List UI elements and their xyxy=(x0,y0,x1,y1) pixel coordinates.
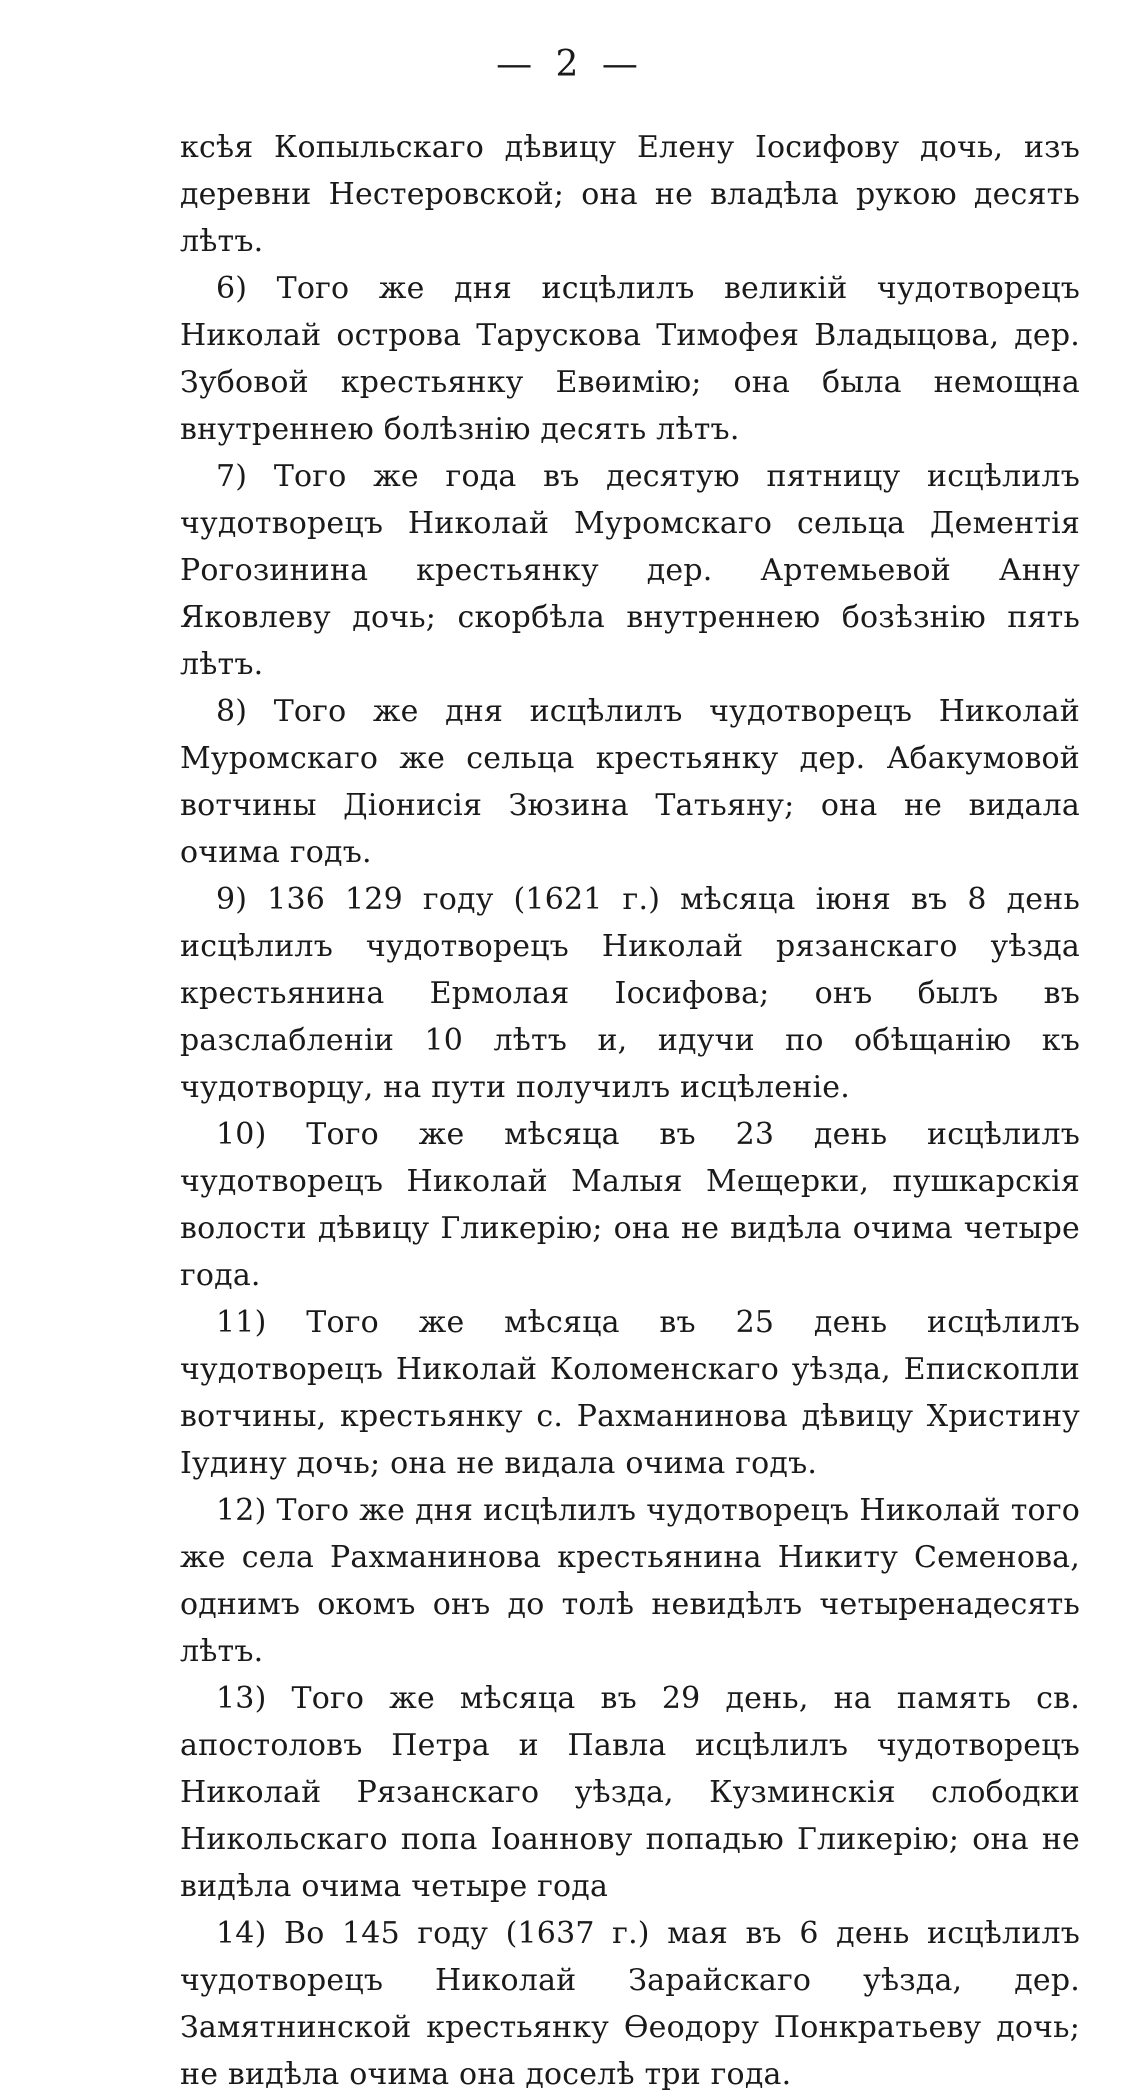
paragraph-11: 11) Того же мѣсяца въ 25 день исцѣлилъ чудотворецъ Николай Коломенскаго уѣзда, Епископли вотчины, крестьянку с. Рахманинова дѣвицу Христину Іудину дочь; она не видала очима годъ. xyxy=(180,1305,1080,1481)
paragraph-10: 10) Того же мѣсяца въ 23 день исцѣлилъ чудотворецъ Николай Малыя Мещерки, пушкарскія волости дѣвицу Гликерію; она не видѣла очима четыре года. xyxy=(180,1117,1080,1293)
paragraph-continued: ксѣя Копыльскаго дѣвицу Елену Іосифову дочь, изъ деревни Нестеровской; она не владѣла рукою десять лѣтъ. xyxy=(180,130,1080,259)
paragraph-14: 14) Во 145 году (1637 г.) мая въ 6 день исцѣлилъ чудотворецъ Николай Зарайскаго уѣзда, дер. Замятнинской крестьянку Ѳеодору Понкратьеву дочь; не видѣла очима она доселѣ три года. xyxy=(180,1916,1080,2092)
page-number: — 2 — xyxy=(496,44,644,85)
paragraph-7: 7) Того же года въ десятую пятницу исцѣлилъ чудотворецъ Николай Муромскаго сельца Дементія Рогозинина крестьянку дер. Артемьевой Анну Яковлеву дочь; скорбѣла внутреннею бозѣзнію пять лѣтъ. xyxy=(180,459,1080,682)
paragraph-13: 13) Того же мѣсяца въ 29 день, на память св. апостоловъ Петра и Павла исцѣлилъ чудотворецъ Николай Рязанскаго уѣзда, Кузминскія слободки Никольскаго попа Іоаннову попадью Гликерію; она не видѣла очима четыре года xyxy=(180,1681,1080,1904)
page-body xyxy=(180,124,1080,2098)
paragraph-8: 8) Того же дня исцѣлилъ чудотворецъ Николай Муромскаго же сельца крестьянку дер. Абакумовой вотчины Діонисія Зюзина Татьяну; она не видала очима годъ. xyxy=(180,694,1080,870)
paragraph-9: 9) 136 129 году (1621 г.) мѣсяца іюня въ 8 день исцѣлилъ чудотворецъ Николай рязанскаго уѣзда крестьянина Ермолая Іосифова; онъ былъ въ разслабленіи 10 лѣтъ и, идучи по обѣщанію къ чудотворцу, на пути получилъ исцѣленіе. xyxy=(180,882,1080,1105)
paragraph-6: 6) Того же дня исцѣлилъ великій чудотворецъ Николай острова Тарускова Тимофея Владыцова, дер. Зубовой крестьянку Евѳимію; она была немощна внутреннею болѣзнію десять лѣтъ. xyxy=(180,271,1080,447)
paragraph-12: 12) Того же дня исцѣлилъ чудотворецъ Николай того же села Рахманинова крестьянина Никиту Семенова, однимъ окомъ онъ до толѣ невидѣлъ четыренадесять лѣтъ. xyxy=(180,1493,1080,1669)
